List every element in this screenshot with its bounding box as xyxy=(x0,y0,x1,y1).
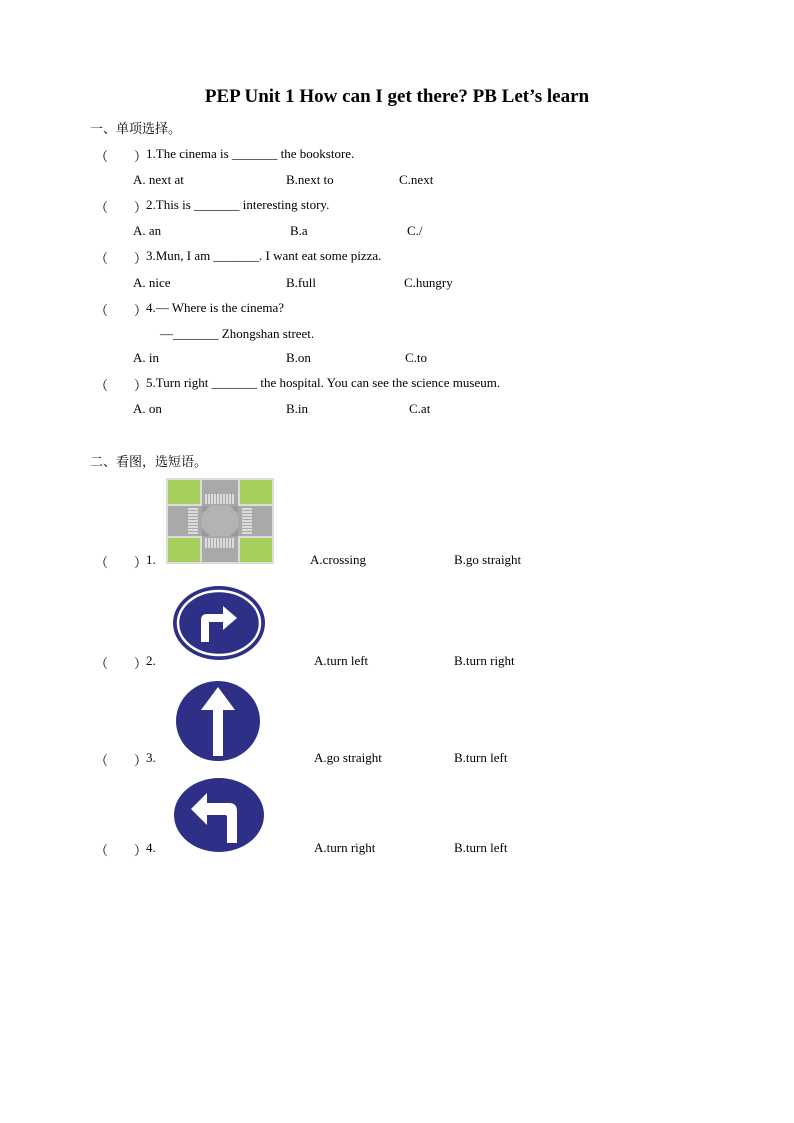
answer-paren[interactable]: （ ） xyxy=(95,753,148,768)
option-a: A.go straight xyxy=(314,750,382,765)
question-stem: 4.— Where is the cinema? xyxy=(146,300,285,315)
question-number: 3. xyxy=(146,750,156,765)
page-title: PEP Unit 1 How can I get there? PB Let’s learn xyxy=(204,86,590,107)
option-c: C.at xyxy=(409,401,431,416)
question-number: 2. xyxy=(146,653,156,668)
option-a: A. in xyxy=(133,350,159,365)
question-stem: 2.This is _______ interesting story. xyxy=(146,197,330,212)
answer-paren[interactable]: （ ） xyxy=(95,303,148,318)
option-b: B.turn left xyxy=(454,750,508,765)
option-a: A. on xyxy=(133,401,162,416)
option-b: B.a xyxy=(290,223,308,238)
go-straight-sign-icon xyxy=(175,680,261,762)
option-b: B.next to xyxy=(286,172,334,187)
option-c: C.hungry xyxy=(404,275,453,290)
crossroads-map-icon xyxy=(166,478,274,564)
answer-paren[interactable]: （ ） xyxy=(95,149,148,164)
section-2-heading: 二、看图，选短语。 xyxy=(90,455,208,470)
question-stem: 1.The cinema is _______ the bookstore. xyxy=(146,146,355,161)
option-a: A.crossing xyxy=(310,552,366,567)
question-stem-answer: —_______ Zhongshan street. xyxy=(160,326,315,341)
option-b: B.turn left xyxy=(454,840,508,855)
option-b: B.go straight xyxy=(454,552,522,567)
option-c: C.to xyxy=(405,350,428,365)
answer-paren[interactable]: （ ） xyxy=(95,555,148,570)
turn-right-sign-icon xyxy=(171,584,267,662)
answer-paren[interactable]: （ ） xyxy=(95,200,148,215)
answer-paren[interactable]: （ ） xyxy=(95,843,148,858)
option-a: A.turn right xyxy=(314,840,376,855)
option-a: A.turn left xyxy=(314,653,369,668)
option-a: A. nice xyxy=(133,275,171,290)
section-1-heading: 一、单项选择。 xyxy=(90,122,182,137)
option-b: B.on xyxy=(286,350,311,365)
question-stem: 3.Mun, I am _______. I want eat some pizza. xyxy=(146,248,382,263)
option-a: A. next at xyxy=(133,172,184,187)
answer-paren[interactable]: （ ） xyxy=(95,656,148,671)
turn-left-sign-icon xyxy=(173,777,265,853)
question-number: 4. xyxy=(146,840,156,855)
option-b: B.in xyxy=(286,401,309,416)
option-c: C./ xyxy=(407,223,423,238)
answer-paren[interactable]: （ ） xyxy=(95,251,148,266)
option-a: A. an xyxy=(133,223,162,238)
option-c: C.next xyxy=(399,172,434,187)
answer-paren[interactable]: （ ） xyxy=(95,378,148,393)
option-b: B.full xyxy=(286,275,316,290)
question-number: 1. xyxy=(146,552,156,567)
option-b: B.turn right xyxy=(454,653,515,668)
question-stem: 5.Turn right _______ the hospital. You can see the science museum. xyxy=(146,375,501,390)
